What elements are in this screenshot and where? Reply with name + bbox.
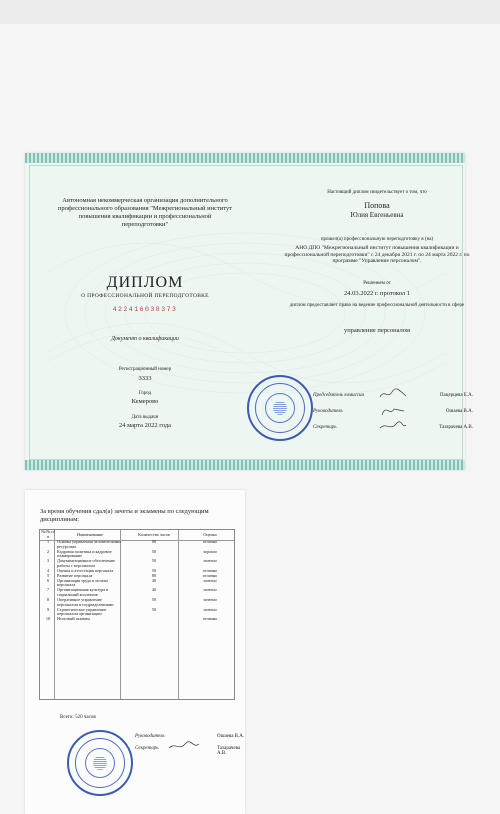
diploma-page (25, 153, 473, 470)
cell-grade: отлично (202, 567, 218, 573)
col-header-grade: Оценка (203, 531, 217, 537)
cell-no: 1 (46, 539, 50, 544)
program-description: АНО ДПО "Межрегиональный институт повышения квалификации и профессиональной переподготовки" с 24 декабря 2021 г. по 24 марта 2022 г. по программе "Управление персоналом". (284, 245, 470, 265)
cell-name: Организационная культура и социальный коллектив (57, 587, 109, 598)
certificate-intro: Настоящий диплом свидетельствует о том, что (327, 190, 427, 195)
signature-name: Пацерцева Е.А. (439, 393, 473, 398)
cell-grade: зачтено (203, 606, 217, 612)
registration-number: 3333 (138, 375, 152, 382)
signature-name: Тазарачева А.В. (217, 746, 241, 756)
holder-name: Юлия Евгеньевна (350, 211, 404, 219)
col-header-name: Наименование (76, 531, 104, 537)
signature-role: Руководитель (135, 734, 165, 739)
col-header-hours: Количество часов (138, 531, 170, 537)
cell-no: 9 (46, 606, 50, 612)
city-value: Кемерово (131, 398, 159, 405)
cell-name: Организация труда и оплаты персонала (57, 577, 109, 588)
cell-name: Итоговый экзамен (57, 616, 90, 622)
cell-hours: 80 (151, 572, 157, 578)
cell-grade: зачтено (203, 558, 217, 564)
signature-scrawl (378, 419, 408, 433)
cell-grade: зачтено (203, 577, 217, 583)
serial-number: 422416038373 (112, 306, 178, 313)
seal-stamp (247, 375, 313, 441)
cell-grade: зачтено (203, 596, 217, 602)
issue-date-label: Дата выдачи (131, 415, 159, 420)
diploma-subtitle: О ПРОФЕССИОНАЛЬНОЙ ПЕРЕПОДГОТОВКЕ (81, 293, 209, 299)
cell-grade: отлично (202, 572, 218, 578)
registration-label: Регистрационный номер (118, 367, 172, 372)
supplement-heading: За время обучения сдал(а) зачеты и экзамены по следующим дисциплинам: (40, 508, 209, 524)
holder-surname: Попова (364, 201, 390, 210)
cell-no: 5 (46, 572, 50, 578)
cell-hours: 50 (151, 596, 157, 602)
cell-no: 6 (46, 577, 50, 583)
cell-no: 10 (45, 616, 51, 622)
cell-name: Оценка и аттестация персонала (57, 567, 114, 573)
cell-hours: 50 (151, 548, 157, 554)
supplement-page (25, 490, 245, 814)
decision-label: Решением от (363, 281, 391, 286)
signature-scrawl (378, 387, 408, 401)
cell-hours (124, 617, 184, 622)
signature-role: Секретарь (135, 746, 159, 751)
cell-name: Кадровая политика и кадровое планирование (57, 548, 112, 559)
col-header-no: №/№ п/п (41, 529, 55, 539)
cell-name: Документационное обеспечение работы с персоналом (57, 558, 115, 569)
seal-stamp (67, 730, 133, 796)
organization-name: Автономная некоммерческая организация дополнительного профессионального образования "Межрегиональный институт повышения квалификации и профессиональной переподготовки" (57, 197, 233, 229)
cell-no: 8 (46, 596, 50, 602)
cell-no: 4 (46, 567, 50, 573)
cell-hours: 50 (151, 558, 157, 564)
cell-grade: отлично (202, 539, 218, 544)
signature-name: Ошаева В.А. (445, 409, 473, 414)
cell-hours: 80 (151, 539, 157, 544)
table-row (40, 617, 236, 622)
cell-grade: отлично (202, 616, 218, 622)
decision-value: 24.03.2022 г. протокол 1 (343, 290, 411, 297)
bottom-ornament-band (25, 460, 465, 470)
cell-hours: 50 (151, 606, 157, 612)
cell-grade: зачтено (203, 587, 217, 593)
activity-sphere: управление персоналом (343, 327, 411, 334)
qualification-document-label: Документ о квалификации (111, 336, 179, 342)
signature-role: Руководитель (313, 409, 343, 414)
cell-name: Основы управления человеческими ресурсами (57, 539, 121, 549)
cell-no: 7 (46, 587, 50, 593)
signature-name: Ошаева В.А. (217, 734, 245, 739)
right-label: диплом предоставляет право на ведение профессиональной деятельности в сфере (289, 303, 465, 308)
issue-date: 24 марта 2022 года (118, 422, 172, 429)
total-hours (60, 714, 96, 720)
city-label: Город (138, 391, 152, 396)
cell-grade: хорошо (203, 548, 217, 554)
signature-scrawl (167, 739, 201, 753)
cell-name: Развитие персонала (57, 572, 93, 578)
cell-hours: 50 (151, 567, 157, 573)
signature-role: Секретарь (313, 425, 337, 430)
signature-name: Тазарачева А.В. (439, 425, 473, 430)
cell-name: Стратегическое управление персоналом организации (57, 606, 107, 617)
total-label: Всего: (60, 715, 74, 720)
cell-hours: 40 (151, 577, 157, 583)
top-bar (0, 0, 500, 25)
total-value: 520 часов (75, 715, 96, 720)
cell-no: 3 (46, 558, 50, 564)
cell-no: 2 (46, 548, 50, 554)
diploma-title: ДИПЛОМ (106, 274, 184, 291)
cell-name: Оперативное управление персоналом и подразделениями (57, 596, 114, 607)
cell-hours: 40 (151, 587, 157, 593)
signature-scrawl (378, 403, 408, 417)
signature-role: Председатель комиссии (313, 393, 365, 398)
passed-label: прошел(а) профессиональную переподготовку в (на) (320, 237, 434, 242)
top-ornament-band (25, 153, 465, 163)
disciplines-table (39, 529, 235, 700)
